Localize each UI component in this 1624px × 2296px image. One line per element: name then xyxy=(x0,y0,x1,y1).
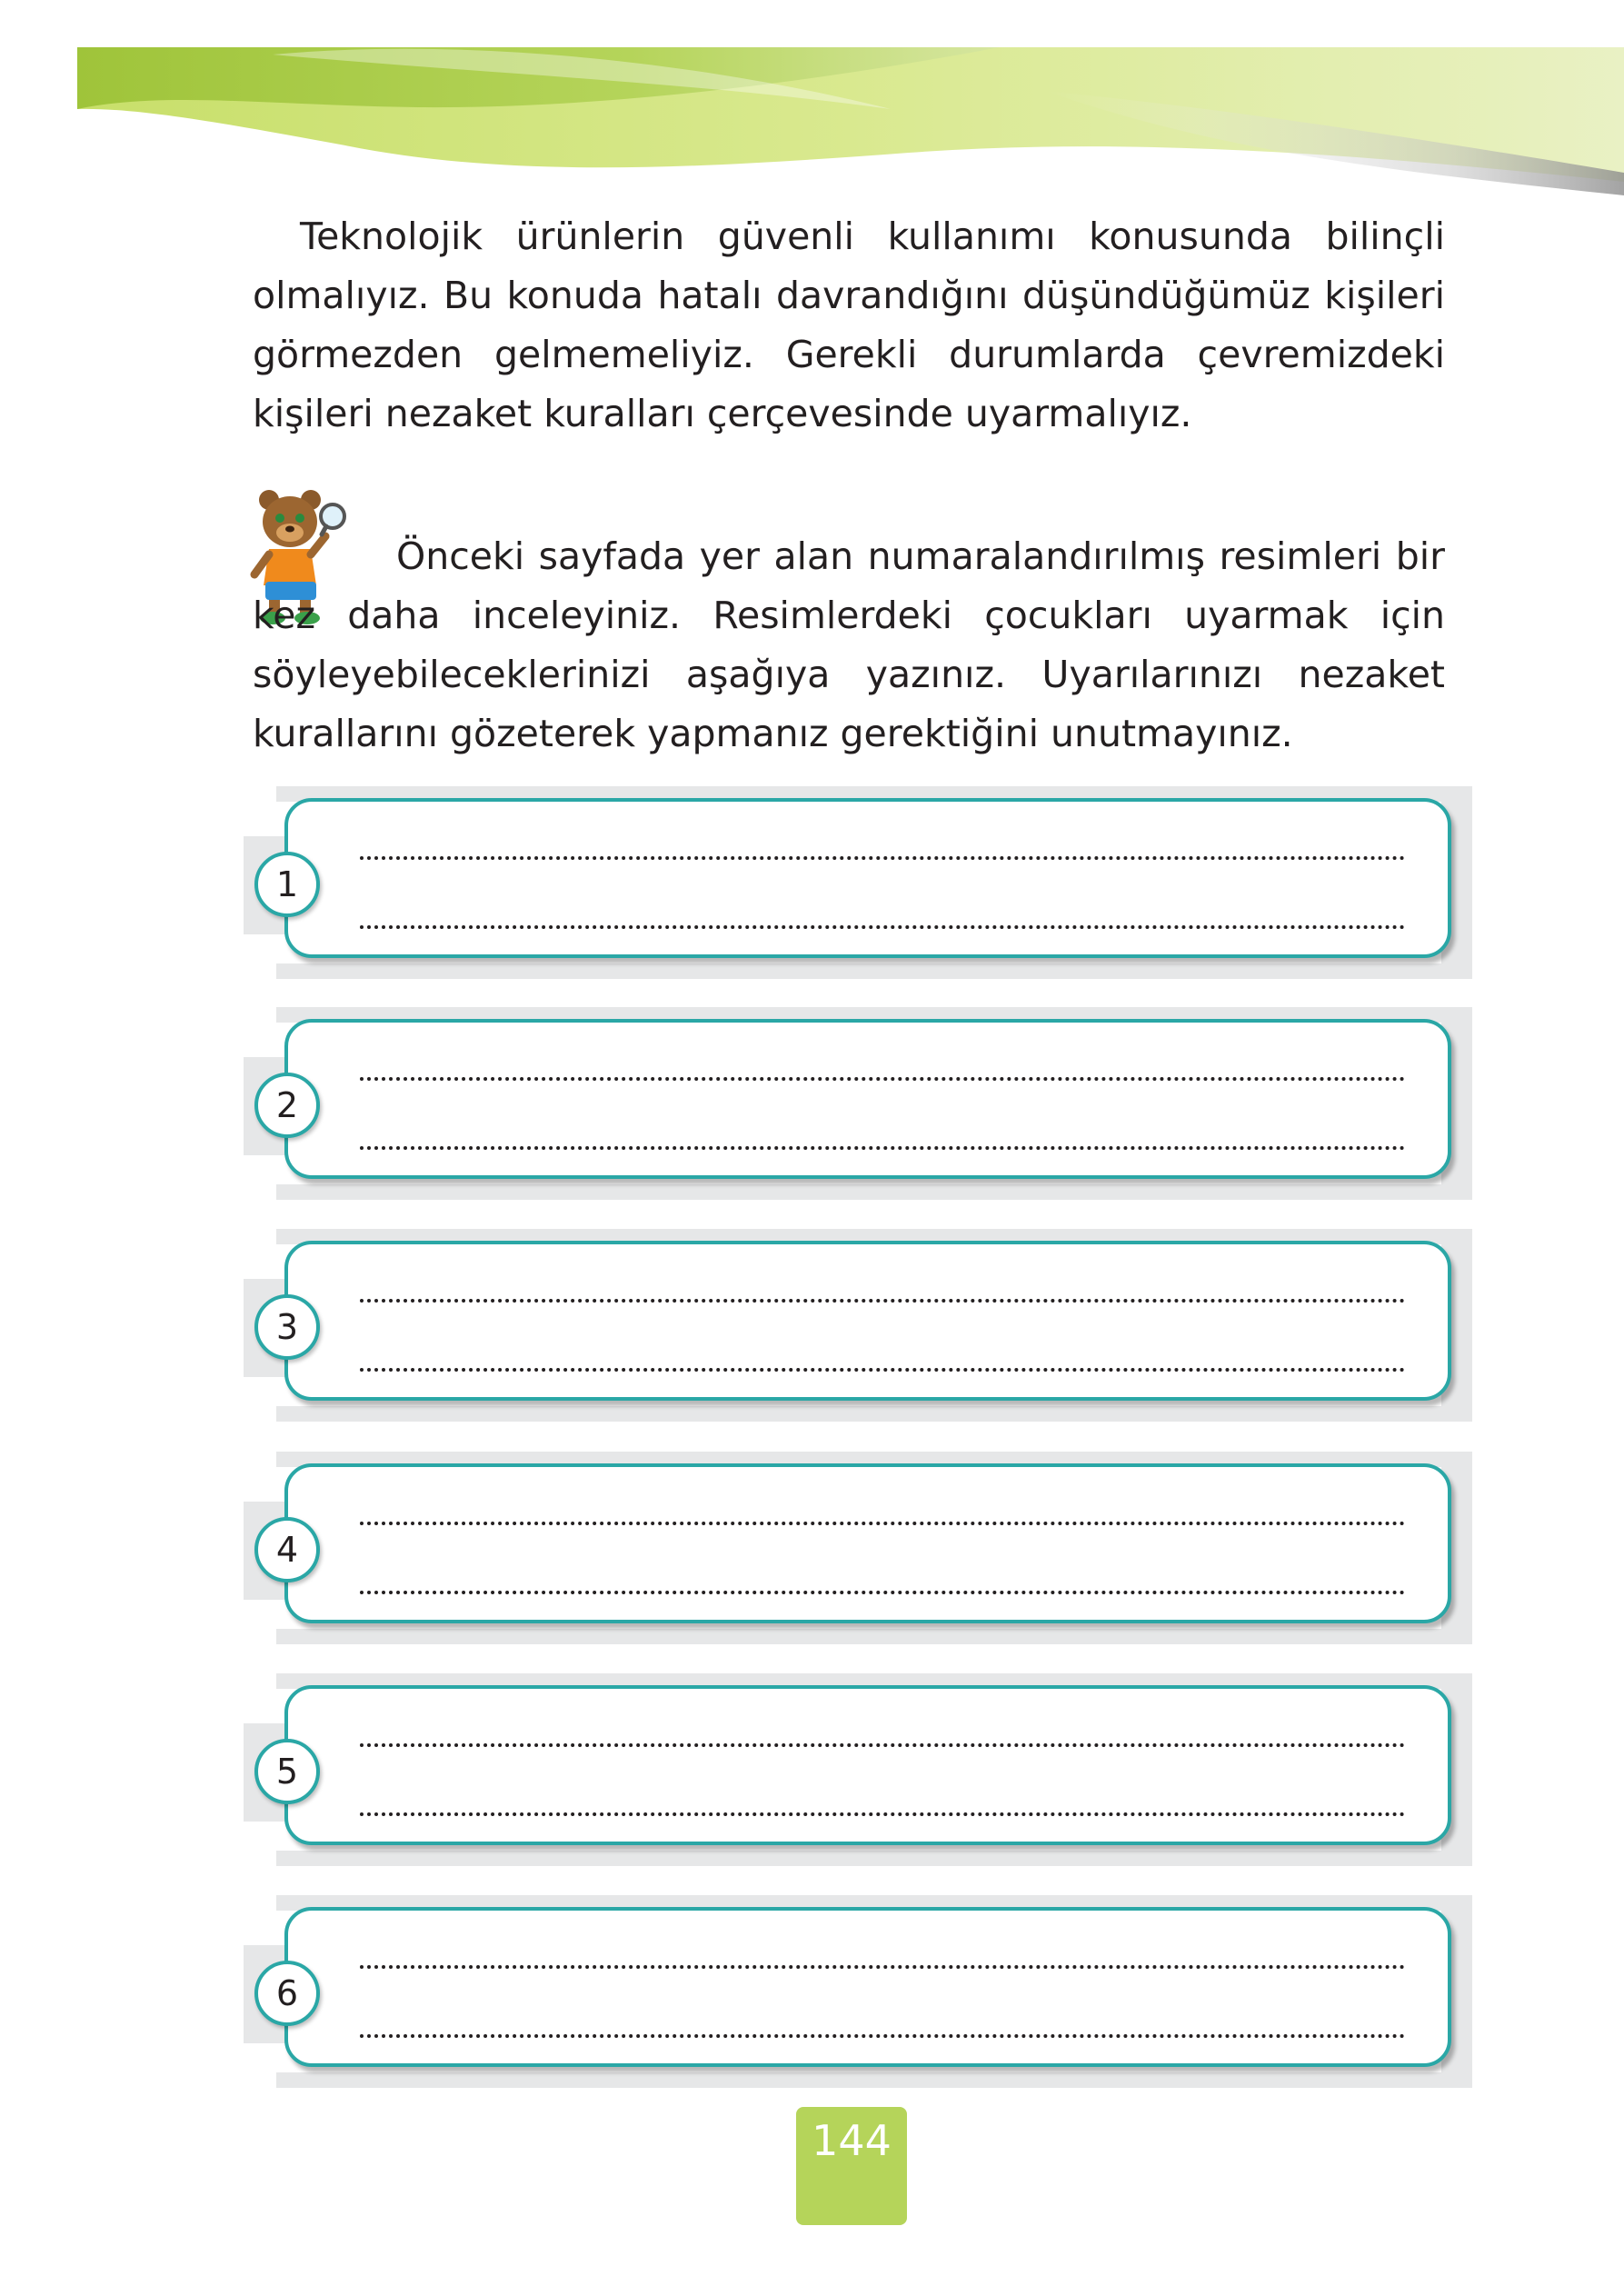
instruction-paragraph: Önceki sayfada yer alan numaralandırılmış resimleri bir kez daha inceleyiniz. Resimlerdeki çocukları uyarmak için söyleyebileceklerinizi aşağıya yazınız. Uyarılarınızı nezaket kurallarını gözeterek yapmanız gerektiğini unutmayınız. xyxy=(253,534,1445,755)
write-line-1a[interactable] xyxy=(360,856,1405,860)
answer-row-6 xyxy=(244,1895,1472,2091)
answer-box-4[interactable] xyxy=(284,1463,1451,1623)
answer-row-3 xyxy=(244,1229,1472,1424)
write-line-3b[interactable] xyxy=(360,1368,1405,1372)
answer-box-2[interactable] xyxy=(284,1019,1451,1179)
write-line-4a[interactable] xyxy=(360,1522,1405,1525)
write-line-1b[interactable] xyxy=(360,925,1405,929)
answer-row-1 xyxy=(244,786,1472,982)
write-line-4b[interactable] xyxy=(360,1591,1405,1594)
write-line-5a[interactable] xyxy=(360,1743,1405,1747)
answer-row-4 xyxy=(244,1452,1472,1647)
row-number-badge-5: 5 xyxy=(254,1739,320,1804)
row-number-badge-2: 2 xyxy=(254,1073,320,1138)
answer-box-1[interactable] xyxy=(284,798,1451,958)
intro-paragraph: Teknolojik ürünlerin güvenli kullanımı konusunda bilinçli olmalıyız. Bu konuda hatalı davrandığını düşündüğümüz kişileri görmezden gelmemeliyiz. Gerekli durumlarda çevremizdeki kişileri nezaket kuralları çerçevesinde uyarmalıyız. xyxy=(253,215,1445,435)
answer-box-3[interactable] xyxy=(284,1241,1451,1401)
row-number-badge-4: 4 xyxy=(254,1517,320,1582)
write-line-3a[interactable] xyxy=(360,1299,1405,1303)
page-number-badge: 144 xyxy=(796,2107,907,2225)
answer-row-5 xyxy=(244,1673,1472,1869)
row-number-badge-1: 1 xyxy=(254,852,320,917)
row-number-badge-6: 6 xyxy=(254,1961,320,2026)
write-line-5b[interactable] xyxy=(360,1812,1405,1816)
header-wave-decoration xyxy=(0,0,1624,209)
answer-row-2 xyxy=(244,1007,1472,1203)
answer-box-5[interactable] xyxy=(284,1685,1451,1845)
write-line-2a[interactable] xyxy=(360,1077,1405,1081)
answer-box-6[interactable] xyxy=(284,1907,1451,2067)
row-number-badge-3: 3 xyxy=(254,1294,320,1360)
write-line-6a[interactable] xyxy=(360,1965,1405,1969)
write-line-2b[interactable] xyxy=(360,1146,1405,1150)
write-line-6b[interactable] xyxy=(360,2034,1405,2038)
